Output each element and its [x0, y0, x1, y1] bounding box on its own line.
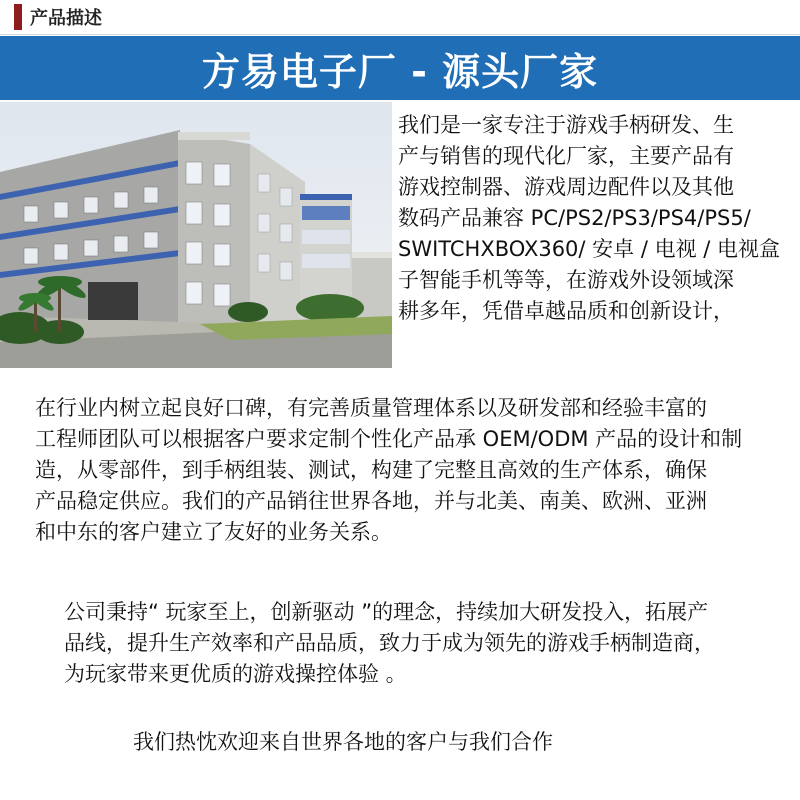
text-line: 和中东的客户建立了友好的业务关系。 — [35, 520, 392, 544]
text-line: 我们是一家专注于游戏手柄研发、生 — [398, 113, 734, 137]
text-line: 公司秉持“ 玩家至上，创新驱动 ”的理念，持续加大研发投入，拓展产 — [64, 600, 709, 624]
text-line: 产与销售的现代化厂家，主要产品有 — [398, 144, 734, 168]
text-line: 在行业内树立起良好口碑，有完善质量管理体系以及研发部和经验丰富的 — [35, 396, 707, 420]
text-line: 为玩家带来更优质的游戏操控体验 。 — [64, 662, 407, 686]
text-line: 品线，提升生产效率和产品品质，致力于成为领先的游戏手柄制造商， — [64, 631, 715, 655]
text-line: 产品稳定供应。我们的产品销往世界各地，并与北美、南美、欧洲、亚洲 — [35, 489, 707, 513]
text-line: 游戏控制器、游戏周边配件以及其他 — [398, 175, 734, 199]
section-header — [0, 0, 800, 35]
factory-photo — [0, 102, 392, 368]
text-line: SWITCHXBOX360/ 安卓 / 电视 / 电视盒 — [398, 237, 781, 261]
text-line: 数码产品兼容 PC/PS2/PS3/PS4/PS5/ — [398, 206, 751, 230]
text-line: 我们热忱欢迎来自世界各地的客户与我们合作 — [133, 730, 553, 754]
text-line: 工程师团队可以根据客户要求定制个性化产品承 OEM/ODM 产品的设计和制 — [35, 427, 743, 451]
closing-statement — [133, 727, 773, 758]
section-accent-bar — [14, 4, 22, 30]
text-line: 子智能手机等等，在游戏外设领域深 — [398, 268, 734, 292]
philosophy-paragraph — [64, 597, 784, 690]
text-line: 耕多年，凭借卓越品质和创新设计， — [398, 299, 734, 323]
intro-paragraph-continued — [35, 393, 780, 548]
title-banner — [0, 36, 800, 100]
intro-paragraph-right — [398, 110, 781, 327]
text-line: 造，从零部件，到手柄组装、测试，构建了完整且高效的生产体系，确保 — [35, 458, 707, 482]
section-title: 产品描述 — [30, 8, 102, 29]
banner-title: 方易电子厂 - 源头厂家 — [201, 49, 599, 94]
